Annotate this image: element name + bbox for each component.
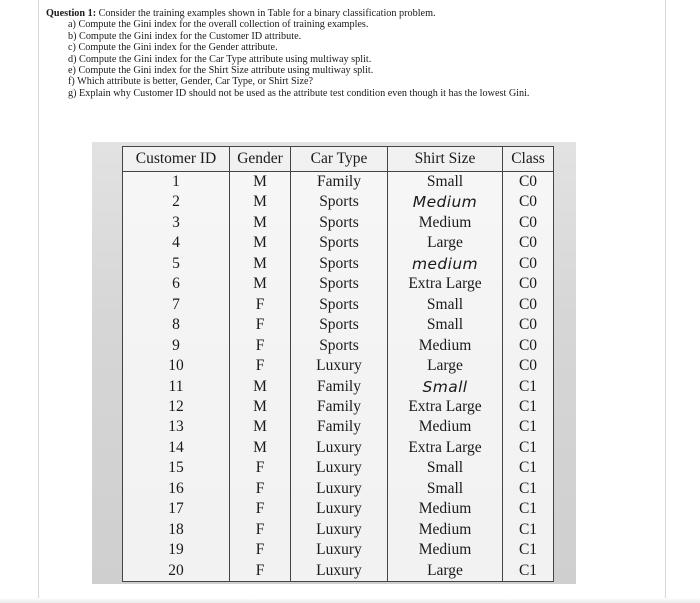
cell-car-type: Sports	[291, 233, 388, 253]
cell-class: C1	[503, 561, 554, 582]
cell-gender: F	[230, 499, 291, 519]
cell-class: C1	[503, 520, 554, 540]
cell-car-type: Luxury	[291, 458, 388, 478]
cell-customer-id: 3	[123, 213, 230, 233]
cell-customer-id: 11	[123, 377, 230, 397]
cell-car-type: Luxury	[291, 479, 388, 499]
header-car-type: Car Type	[291, 147, 388, 172]
cell-car-type: Luxury	[291, 499, 388, 519]
table-row	[123, 397, 554, 417]
question-item-b: b) Compute the Gini index for the Customer ID attribute.	[68, 30, 302, 42]
cell-class: C0	[503, 233, 554, 253]
table-row	[123, 438, 554, 458]
cell-customer-id: 6	[123, 274, 230, 294]
cell-customer-id: 20	[123, 561, 230, 582]
cell-gender: F	[230, 458, 291, 478]
cell-customer-id: 19	[123, 540, 230, 560]
header-customer-id: Customer ID	[123, 147, 230, 172]
cell-customer-id: 7	[123, 295, 230, 315]
cell-customer-id: 2	[123, 192, 230, 212]
cell-class: C0	[503, 356, 554, 376]
question-item-a: a) Compute the Gini index for the overall collection of training examples.	[68, 19, 369, 31]
table-row	[123, 479, 554, 499]
table-row	[123, 295, 554, 315]
cell-class: C1	[503, 377, 554, 397]
question-intro: Consider the training examples shown in Table for a binary classification problem.	[98, 8, 436, 19]
cell-customer-id: 17	[123, 499, 230, 519]
cell-gender: M	[230, 438, 291, 458]
table-row	[123, 336, 554, 356]
cell-shirt-size: medium	[388, 254, 503, 274]
cell-car-type: Sports	[291, 274, 388, 294]
cell-shirt-size: Medium	[388, 192, 503, 212]
table-body	[123, 172, 554, 582]
cell-car-type: Family	[291, 172, 388, 193]
cell-customer-id: 10	[123, 356, 230, 376]
cell-class: C1	[503, 479, 554, 499]
question-title: Question 1:	[46, 8, 97, 19]
cell-customer-id: 15	[123, 458, 230, 478]
cell-shirt-size: Small	[388, 458, 503, 478]
cell-car-type: Sports	[291, 315, 388, 335]
header-shirt-size: Shirt Size	[388, 147, 503, 172]
table-row	[123, 499, 554, 519]
table-row	[123, 254, 554, 274]
cell-customer-id: 18	[123, 520, 230, 540]
cell-class: C0	[503, 315, 554, 335]
cell-gender: M	[230, 417, 291, 437]
cell-customer-id: 1	[123, 172, 230, 193]
cell-gender: F	[230, 520, 291, 540]
cell-class: C0	[503, 295, 554, 315]
cell-class: C0	[503, 192, 554, 212]
cell-shirt-size: Small	[388, 315, 503, 335]
cell-shirt-size: Medium	[388, 336, 503, 356]
cell-gender: F	[230, 561, 291, 582]
cell-car-type: Sports	[291, 336, 388, 356]
header-class: Class	[503, 147, 554, 172]
cell-shirt-size: Medium	[388, 417, 503, 437]
table-row	[123, 377, 554, 397]
cell-car-type: Family	[291, 377, 388, 397]
question-block	[46, 8, 666, 99]
table-row	[123, 540, 554, 560]
cell-customer-id: 9	[123, 336, 230, 356]
table-row	[123, 274, 554, 294]
cell-customer-id: 13	[123, 417, 230, 437]
cell-gender: M	[230, 377, 291, 397]
cell-shirt-size: Extra Large	[388, 274, 503, 294]
cell-customer-id: 12	[123, 397, 230, 417]
table-row	[123, 192, 554, 212]
question-item-c: c) Compute the Gini index for the Gender attribute.	[68, 42, 278, 54]
cell-car-type: Luxury	[291, 438, 388, 458]
question-item-g: g) Explain why Customer ID should not be used as the attribute test condition even though it has the lowest Gini.	[68, 87, 530, 99]
cell-car-type: Luxury	[291, 540, 388, 560]
cell-car-type: Sports	[291, 192, 388, 212]
cell-shirt-size: Small	[388, 172, 503, 193]
question-item-d: d) Compute the Gini index for the Car Type attribute using multiway split.	[68, 53, 372, 65]
cell-gender: M	[230, 274, 291, 294]
cell-class: C1	[503, 499, 554, 519]
cell-gender: M	[230, 397, 291, 417]
cell-class: C0	[503, 336, 554, 356]
table-row	[123, 561, 554, 582]
cell-gender: F	[230, 315, 291, 335]
cell-gender: F	[230, 336, 291, 356]
header-gender: Gender	[230, 147, 291, 172]
cell-gender: F	[230, 356, 291, 376]
cell-car-type: Sports	[291, 295, 388, 315]
table-row	[123, 213, 554, 233]
cell-class: C0	[503, 254, 554, 274]
cell-car-type: Family	[291, 397, 388, 417]
cell-car-type: Luxury	[291, 520, 388, 540]
cell-customer-id: 5	[123, 254, 230, 274]
cell-class: C0	[503, 274, 554, 294]
table-row	[123, 356, 554, 376]
cell-class: C1	[503, 438, 554, 458]
cell-car-type: Sports	[291, 213, 388, 233]
table-row	[123, 172, 554, 193]
cell-class: C1	[503, 397, 554, 417]
cell-car-type: Sports	[291, 254, 388, 274]
cell-car-type: Luxury	[291, 356, 388, 376]
cell-gender: F	[230, 479, 291, 499]
table-photo-background	[92, 142, 576, 584]
page-bottom-edge	[0, 598, 700, 603]
cell-class: C0	[503, 172, 554, 193]
cell-gender: M	[230, 213, 291, 233]
cell-class: C0	[503, 213, 554, 233]
cell-shirt-size: Large	[388, 356, 503, 376]
cell-gender: M	[230, 233, 291, 253]
cell-shirt-size: Small	[388, 479, 503, 499]
cell-customer-id: 16	[123, 479, 230, 499]
cell-gender: F	[230, 295, 291, 315]
cell-gender: M	[230, 172, 291, 193]
cell-shirt-size: Medium	[388, 540, 503, 560]
table-row	[123, 520, 554, 540]
table-row	[123, 233, 554, 253]
cell-gender: M	[230, 192, 291, 212]
cell-shirt-size: Medium	[388, 499, 503, 519]
table-row	[123, 458, 554, 478]
cell-gender: M	[230, 254, 291, 274]
cell-shirt-size: Medium	[388, 520, 503, 540]
cell-shirt-size: Small	[388, 295, 503, 315]
training-examples-table	[122, 146, 554, 582]
question-heading	[46, 8, 666, 19]
cell-shirt-size: Extra Large	[388, 438, 503, 458]
cell-shirt-size: Large	[388, 561, 503, 582]
question-item-e: e) Compute the Gini index for the Shirt Size attribute using multiway split.	[68, 65, 374, 77]
cell-customer-id: 8	[123, 315, 230, 335]
table-header-row	[123, 147, 554, 172]
question-item-f: f) Which attribute is better, Gender, Car Type, or Shirt Size?	[68, 76, 314, 88]
cell-shirt-size: Large	[388, 233, 503, 253]
cell-class: C1	[503, 417, 554, 437]
table-row	[123, 417, 554, 437]
cell-class: C1	[503, 540, 554, 560]
cell-shirt-size: Extra Large	[388, 397, 503, 417]
table-row	[123, 315, 554, 335]
cell-shirt-size: Medium	[388, 213, 503, 233]
cell-shirt-size: Small	[388, 377, 503, 397]
cell-car-type: Luxury	[291, 561, 388, 582]
cell-class: C1	[503, 458, 554, 478]
cell-gender: F	[230, 540, 291, 560]
cell-customer-id: 4	[123, 233, 230, 253]
cell-customer-id: 14	[123, 438, 230, 458]
cell-car-type: Family	[291, 417, 388, 437]
